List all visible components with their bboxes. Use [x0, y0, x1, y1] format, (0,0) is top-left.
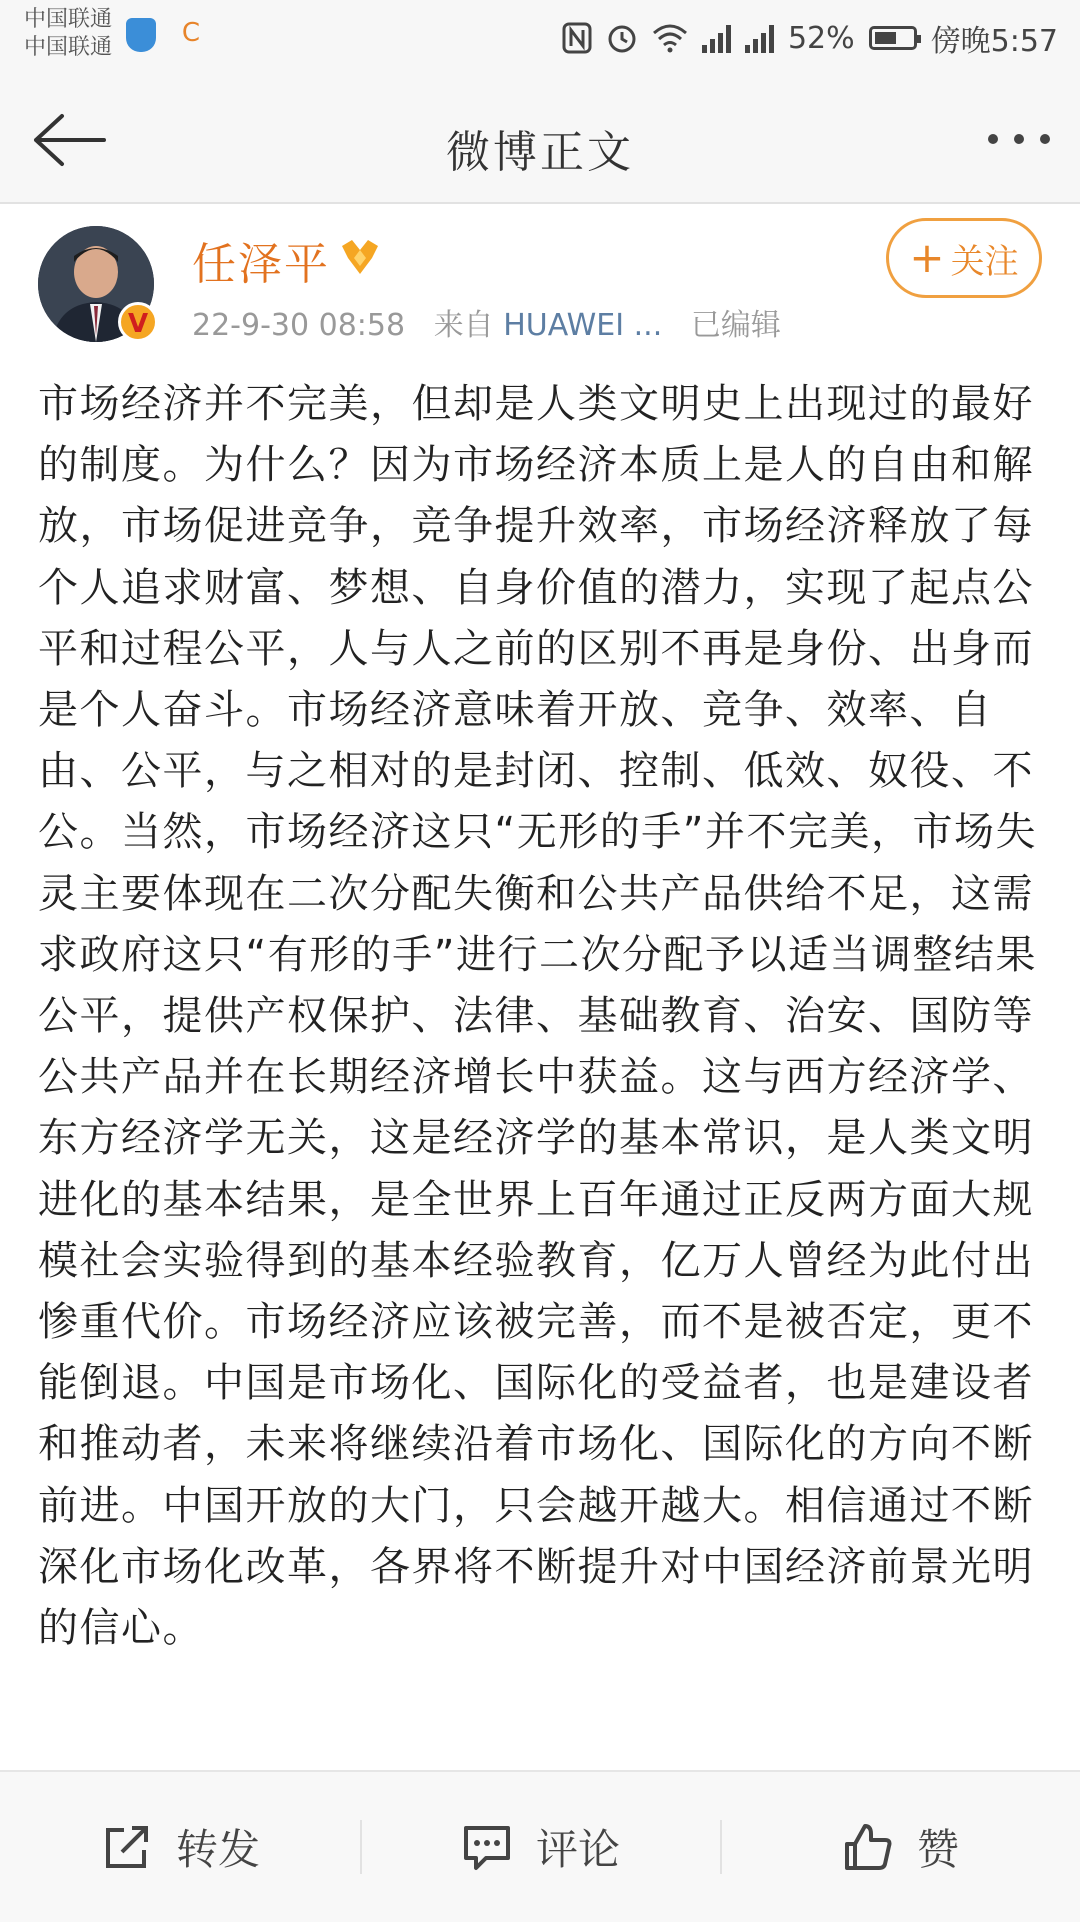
- username[interactable]: 任泽平: [192, 239, 330, 290]
- share-icon: [100, 1820, 154, 1874]
- battery-icon: [869, 26, 917, 50]
- carrier-labels: [24, 6, 112, 62]
- carrier-1: 中国联通: [24, 7, 113, 32]
- repost-button[interactable]: [0, 1772, 360, 1922]
- action-bar: [0, 1770, 1080, 1922]
- post-text: 市场经济并不完美，但却是人类文明史上出现过的最好的制度。为什么？因为市场经济本质上是人的自由和解放，市场促进竞争，竞争提升效率，市场经济释放了每个人追求财富、梦想、自身价值的潜力，实现了起点公平和过程公平，人与人之前的区别不再是身份、出身而是个人奋斗。市场经济意味着开放、竞争、效率、自由、公平，与之相对的是封闭、控制、低效、奴役、不公。当然，市场经济这只“无形的手”并不完美，市场失灵主要体现在二次分配失衡和公共产品供给不足，这需求政府这只“有形的手”进行二次分配予以适当调整结果公平，提供产权保护、法律、基础教育、治安、国防等公共产品并在长期经济增长中获益。这与西方经济学、东方经济学无关，这是经济学的基本常识，是人类文明进化的基本结果，是全世界上百年通过正反两方面大规模社会实验得到的基本经验教育，亿万人曾经为此付出惨重代价。市场经济应该被完善，而不是被否定，更不能倒退。中国是市场化、国际化的受益者，也是建设者和推动者，未来将继续沿着市场化、国际化的方向不断前进。中国开放的大门，只会越开越大。相信通过不断深化市场化改革，各界将不断提升对中国经济前景光明的信心。: [38, 381, 1037, 1652]
- post-meta: [192, 300, 781, 344]
- page-title: 微博正文: [446, 127, 634, 178]
- follow-label: 关注: [950, 241, 1019, 282]
- alarm-icon: [606, 22, 638, 54]
- post-date: 22-9-30 08:58: [192, 308, 406, 343]
- edited-label[interactable]: 已编辑: [690, 308, 781, 343]
- thumbs-up-icon: [841, 1820, 895, 1874]
- follow-button[interactable]: [886, 218, 1042, 298]
- clock: 傍晚5:57: [930, 24, 1058, 59]
- post-source[interactable]: HUAWEI ...: [503, 308, 663, 343]
- plus-icon: +: [909, 233, 945, 282]
- battery-percent: 52%: [787, 20, 855, 56]
- security-shield-icon: [126, 18, 156, 52]
- signal-4g-icon: [745, 23, 774, 53]
- like-button[interactable]: [720, 1772, 1080, 1922]
- app-notification-icon: C: [181, 18, 201, 48]
- signal-4g-icon: [702, 23, 731, 53]
- like-label: 赞: [916, 1825, 959, 1874]
- comment-icon: [460, 1820, 514, 1874]
- comment-button[interactable]: [360, 1772, 720, 1922]
- repost-label: 转发: [175, 1825, 260, 1874]
- medal-badge-icon[interactable]: [338, 236, 382, 278]
- nfc-icon: [562, 22, 592, 54]
- wifi-icon: [652, 23, 688, 53]
- status-bar: [0, 0, 1080, 80]
- comment-label: 评论: [535, 1825, 620, 1874]
- nav-bar: [0, 80, 1080, 204]
- verified-badge-icon: V: [118, 302, 158, 342]
- source-prefix: 来自: [433, 308, 494, 343]
- more-options-icon[interactable]: [988, 134, 1050, 144]
- carrier-2: 中国联通: [24, 35, 113, 60]
